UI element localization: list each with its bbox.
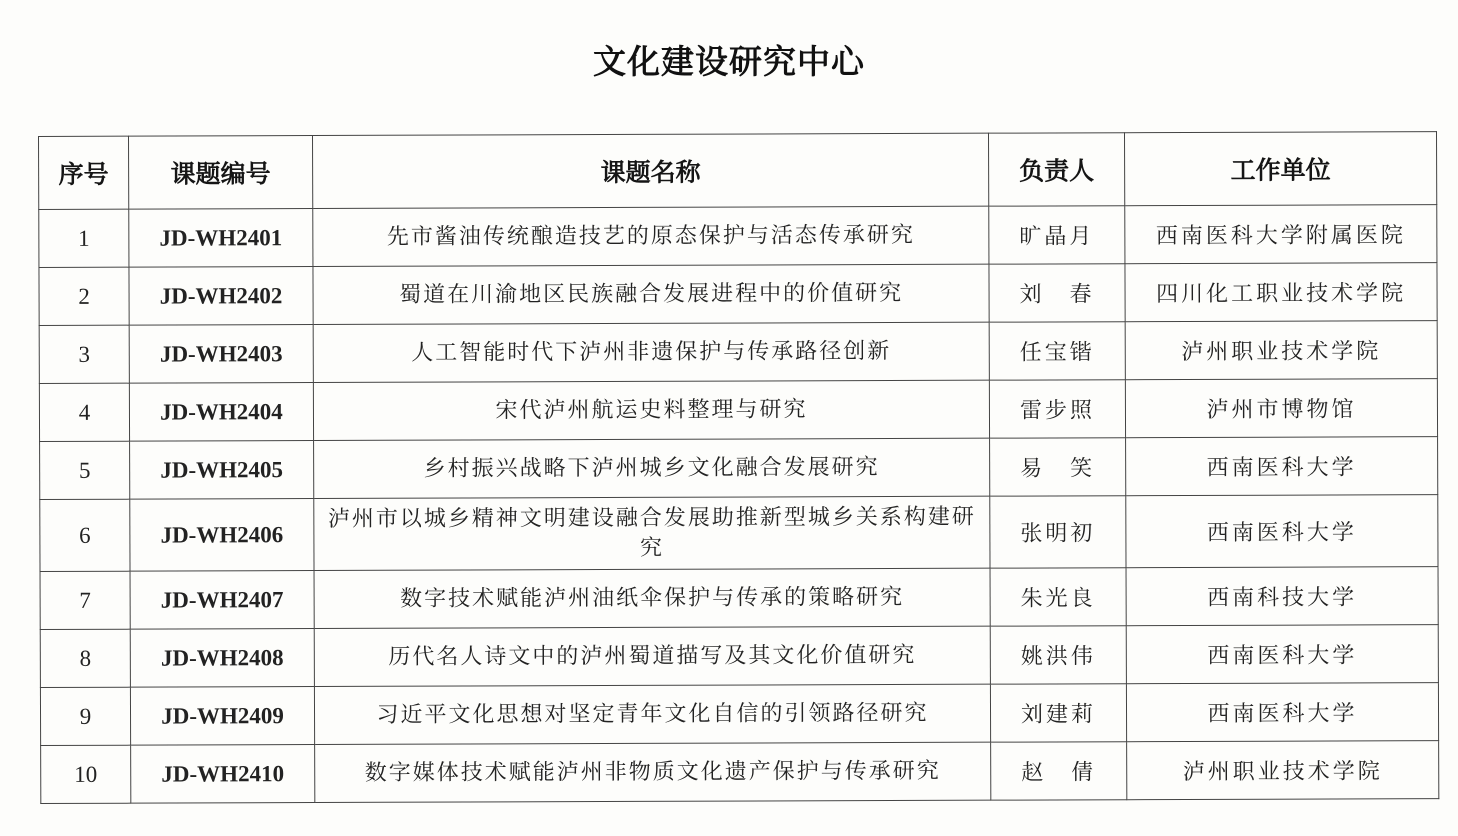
row-lead: 任宝锴 xyxy=(989,322,1125,380)
row-code: JD-WH2404 xyxy=(129,383,313,442)
table-row xyxy=(40,495,1438,572)
row-lead: 雷步照 xyxy=(989,380,1125,438)
row-code: JD-WH2409 xyxy=(130,687,314,746)
row-unit: 泸州职业技术学院 xyxy=(1125,321,1437,380)
row-unit: 泸州市博物馆 xyxy=(1125,379,1437,438)
table-row xyxy=(39,321,1437,384)
row-lead: 赵 倩 xyxy=(991,742,1127,800)
table-row xyxy=(41,741,1439,804)
row-lead: 张明初 xyxy=(990,496,1126,568)
row-lead: 旷晶月 xyxy=(989,206,1125,264)
row-code: JD-WH2403 xyxy=(129,325,313,384)
table-row xyxy=(40,567,1438,630)
row-lead: 易 笑 xyxy=(990,438,1126,496)
table-row xyxy=(40,683,1438,746)
table-row xyxy=(39,263,1437,326)
row-index: 3 xyxy=(39,325,129,383)
row-lead: 刘建莉 xyxy=(990,684,1126,742)
row-unit: 西南科技大学 xyxy=(1126,567,1438,626)
row-index: 9 xyxy=(40,687,130,745)
header-lead: 负责人 xyxy=(988,133,1124,206)
row-name: 泸州市以城乡精神文明建设融合发展助推新型城乡关系构建研究 xyxy=(314,496,990,570)
row-index: 10 xyxy=(41,745,131,803)
table-row xyxy=(40,625,1438,688)
row-unit: 西南医科大学 xyxy=(1126,683,1438,742)
row-unit: 泸州职业技术学院 xyxy=(1127,741,1439,800)
row-name: 人工智能时代下泸州非遗保护与传承路径创新 xyxy=(313,322,989,382)
row-code: JD-WH2408 xyxy=(130,629,314,688)
page-title: 文化建设研究中心 xyxy=(593,42,865,81)
table-row xyxy=(39,205,1437,268)
row-name: 蜀道在川渝地区民族融合发展进程中的价值研究 xyxy=(313,264,989,324)
row-lead: 姚洪伟 xyxy=(990,626,1126,684)
header-index: 序号 xyxy=(39,136,129,209)
row-lead: 朱光良 xyxy=(990,568,1126,626)
header-code: 课题编号 xyxy=(129,136,313,210)
row-code: JD-WH2406 xyxy=(130,499,314,572)
header-name: 课题名称 xyxy=(313,133,989,208)
row-unit: 西南医科大学 xyxy=(1126,625,1438,684)
header-unit: 工作单位 xyxy=(1124,132,1436,206)
row-unit: 四川化工职业技术学院 xyxy=(1125,263,1437,322)
row-name: 数字技术赋能泸州油纸伞保护与传承的策略研究 xyxy=(314,568,990,628)
row-code: JD-WH2401 xyxy=(129,209,313,268)
row-lead: 刘 春 xyxy=(989,264,1125,322)
row-code: JD-WH2407 xyxy=(130,571,314,630)
row-index: 5 xyxy=(40,441,130,499)
row-index: 7 xyxy=(40,571,130,629)
row-unit: 西南医科大学附属医院 xyxy=(1125,205,1437,264)
row-index: 1 xyxy=(39,209,129,267)
row-unit: 西南医科大学 xyxy=(1126,495,1438,568)
row-code: JD-WH2402 xyxy=(129,267,313,326)
row-name: 习近平文化思想对坚定青年文化自信的引领路径研究 xyxy=(314,684,990,744)
row-name: 历代名人诗文中的泸州蜀道描写及其文化价值研究 xyxy=(314,626,990,686)
row-code: JD-WH2405 xyxy=(130,441,314,500)
table-row xyxy=(39,379,1437,442)
row-index: 8 xyxy=(40,629,130,687)
row-name: 先市酱油传统酿造技艺的原态保护与活态传承研究 xyxy=(313,206,989,266)
row-name: 乡村振兴战略下泸州城乡文化融合发展研究 xyxy=(314,438,990,498)
row-name: 数字媒体技术赋能泸州非物质文化遗产保护与传承研究 xyxy=(315,742,991,802)
row-unit: 西南医科大学 xyxy=(1126,437,1438,496)
table-header-row xyxy=(39,132,1437,210)
project-table xyxy=(38,131,1439,804)
row-name: 宋代泸州航运史料整理与研究 xyxy=(313,380,989,440)
row-code: JD-WH2410 xyxy=(131,745,315,804)
table-row xyxy=(40,437,1438,500)
row-index: 4 xyxy=(39,383,129,441)
row-index: 2 xyxy=(39,267,129,325)
row-index: 6 xyxy=(40,499,130,571)
